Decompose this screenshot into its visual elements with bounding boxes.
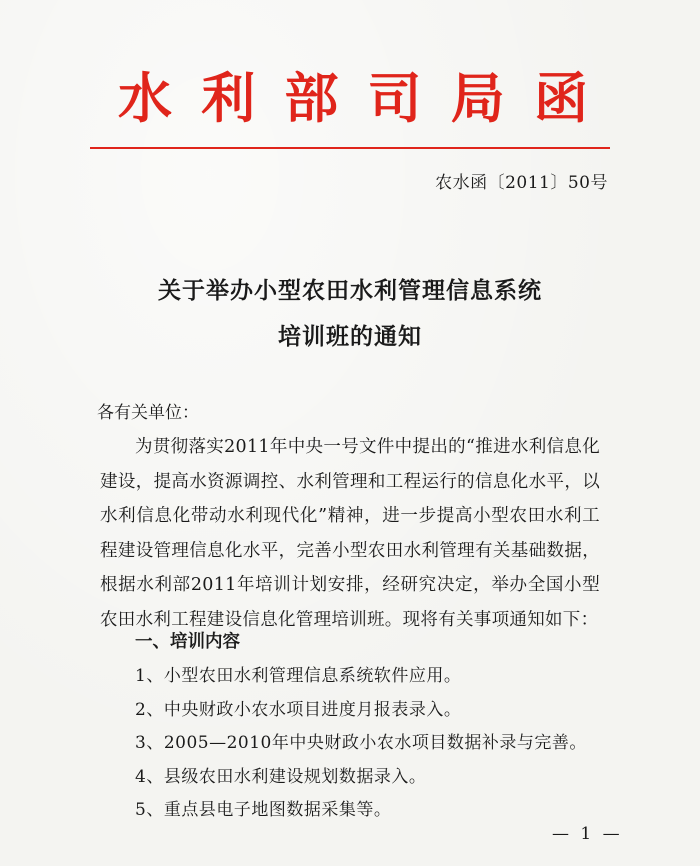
letterhead-char: 利 bbox=[201, 66, 256, 130]
list-item: 4、县级农田水利建设规划数据录入。 bbox=[135, 766, 427, 787]
list-item: 2、中央财政小农水项目进度月报表录入。 bbox=[135, 699, 462, 720]
letterhead bbox=[118, 62, 588, 134]
document-title-line-2: 培训班的通知 bbox=[278, 323, 422, 350]
letterhead-char: 司 bbox=[367, 66, 422, 130]
training-content-list bbox=[135, 660, 587, 828]
salutation: 各有关单位： bbox=[97, 403, 199, 423]
letterhead-char: 函 bbox=[533, 66, 588, 130]
document-title-line-1: 关于举办小型农田水利管理信息系统 bbox=[158, 277, 542, 304]
page-number: — 1 — bbox=[552, 824, 623, 844]
section-heading: 一、培训内容 bbox=[135, 632, 240, 652]
letterhead-divider bbox=[90, 147, 610, 149]
list-item: 1、小型农田水利管理信息系统软件应用。 bbox=[135, 666, 462, 686]
letterhead-char: 局 bbox=[450, 66, 505, 130]
body-paragraph: 为贯彻落实2011年中央一号文件中提出的“推进水利信息化建设，提高水资源调控、水利管理和工程运行的信息化水平，以水利信息化带动水利现代化”精神，进一步提高小型农田水利工程建设管理信息化水平，完善小型农田水利管理有关基础数据，根据水利部2011年培训计划安排，经研究决定，举办全国小型农田水利工程建设信息化管理培训班。现将有关事项通知如下： bbox=[100, 437, 600, 630]
list-item: 3、2005—2010年中央财政小农水项目数据补录与完善。 bbox=[135, 733, 587, 753]
list-item: 5、重点县电子地图数据采集等。 bbox=[135, 800, 392, 820]
letterhead-char: 部 bbox=[284, 66, 339, 130]
document-number: 农水函〔2011〕50号 bbox=[435, 173, 608, 193]
letterhead-char: 水 bbox=[118, 66, 172, 130]
